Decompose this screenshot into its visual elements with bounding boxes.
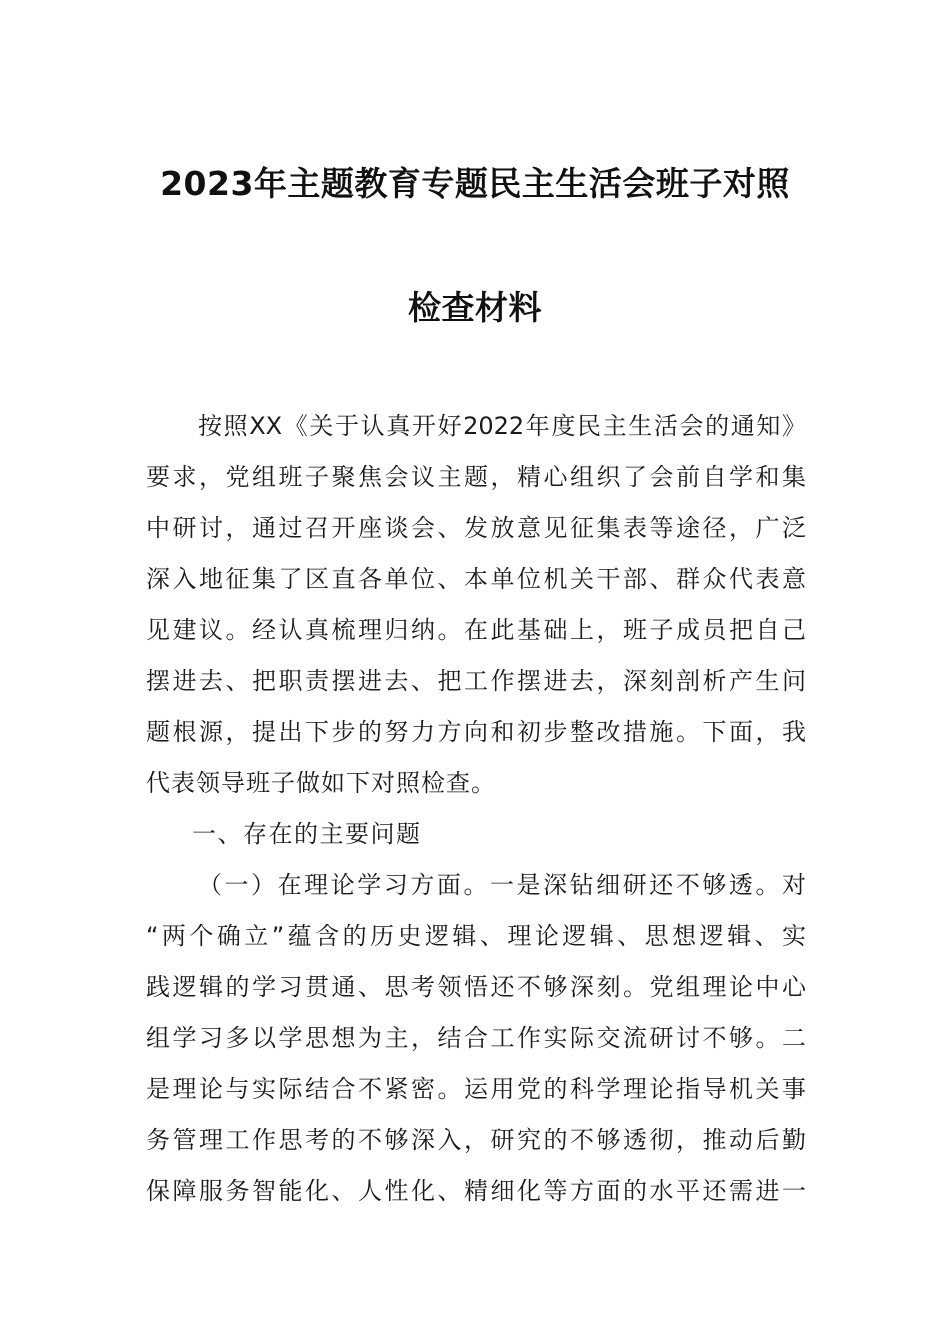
paragraph-line: （一）在理论学习方面。一是深钻细研还不够透。对 (198, 871, 806, 899)
paragraph-line: 组学习多以学思想为主，结合工作实际交流研讨不够。二 (146, 1024, 806, 1052)
paragraph-line: 见建议。经认真梳理归纳。在此基础上，班子成员把自己 (146, 616, 806, 644)
document-title-line-2: 检查材料 (408, 288, 542, 327)
paragraph-line: 是理论与实际结合不紧密。运用党的科学理论指导机关事 (146, 1075, 806, 1103)
document-title-line-1: 2023年主题教育专题民主生活会班子对照 (160, 164, 790, 203)
section-heading: 一、存在的主要问题 (192, 820, 422, 848)
paragraph-line: 深入地征集了区直各单位、本单位机关干部、群众代表意 (146, 565, 806, 593)
paragraph-line: 践逻辑的学习贯通、思考领悟还不够深刻。党组理论中心 (146, 973, 806, 1001)
paragraph-line: 中研讨，通过召开座谈会、发放意见征集表等途径，广泛 (146, 514, 806, 542)
paragraph-line: 题根源，提出下步的努力方向和初步整改措施。下面，我 (146, 718, 806, 746)
paragraph-line: “两个确立”蕴含的历史逻辑、理论逻辑、思想逻辑、实 (146, 922, 806, 950)
paragraph-line: 按照XX《关于认真开好2022年度民主生活会的通知》 (198, 412, 806, 440)
paragraph-line: 务管理工作思考的不够深入，研究的不够透彻，推动后勤 (146, 1126, 806, 1154)
paragraph-line: 保障服务智能化、人性化、精细化等方面的水平还需进一 (146, 1177, 806, 1205)
paragraph-line: 摆进去、把职责摆进去、把工作摆进去，深刻剖析产生问 (146, 667, 806, 695)
paragraph-line: 代表领导班子做如下对照检查。 (146, 769, 496, 797)
paragraph-line: 要求，党组班子聚焦会议主题，精心组织了会前自学和集 (146, 463, 806, 491)
